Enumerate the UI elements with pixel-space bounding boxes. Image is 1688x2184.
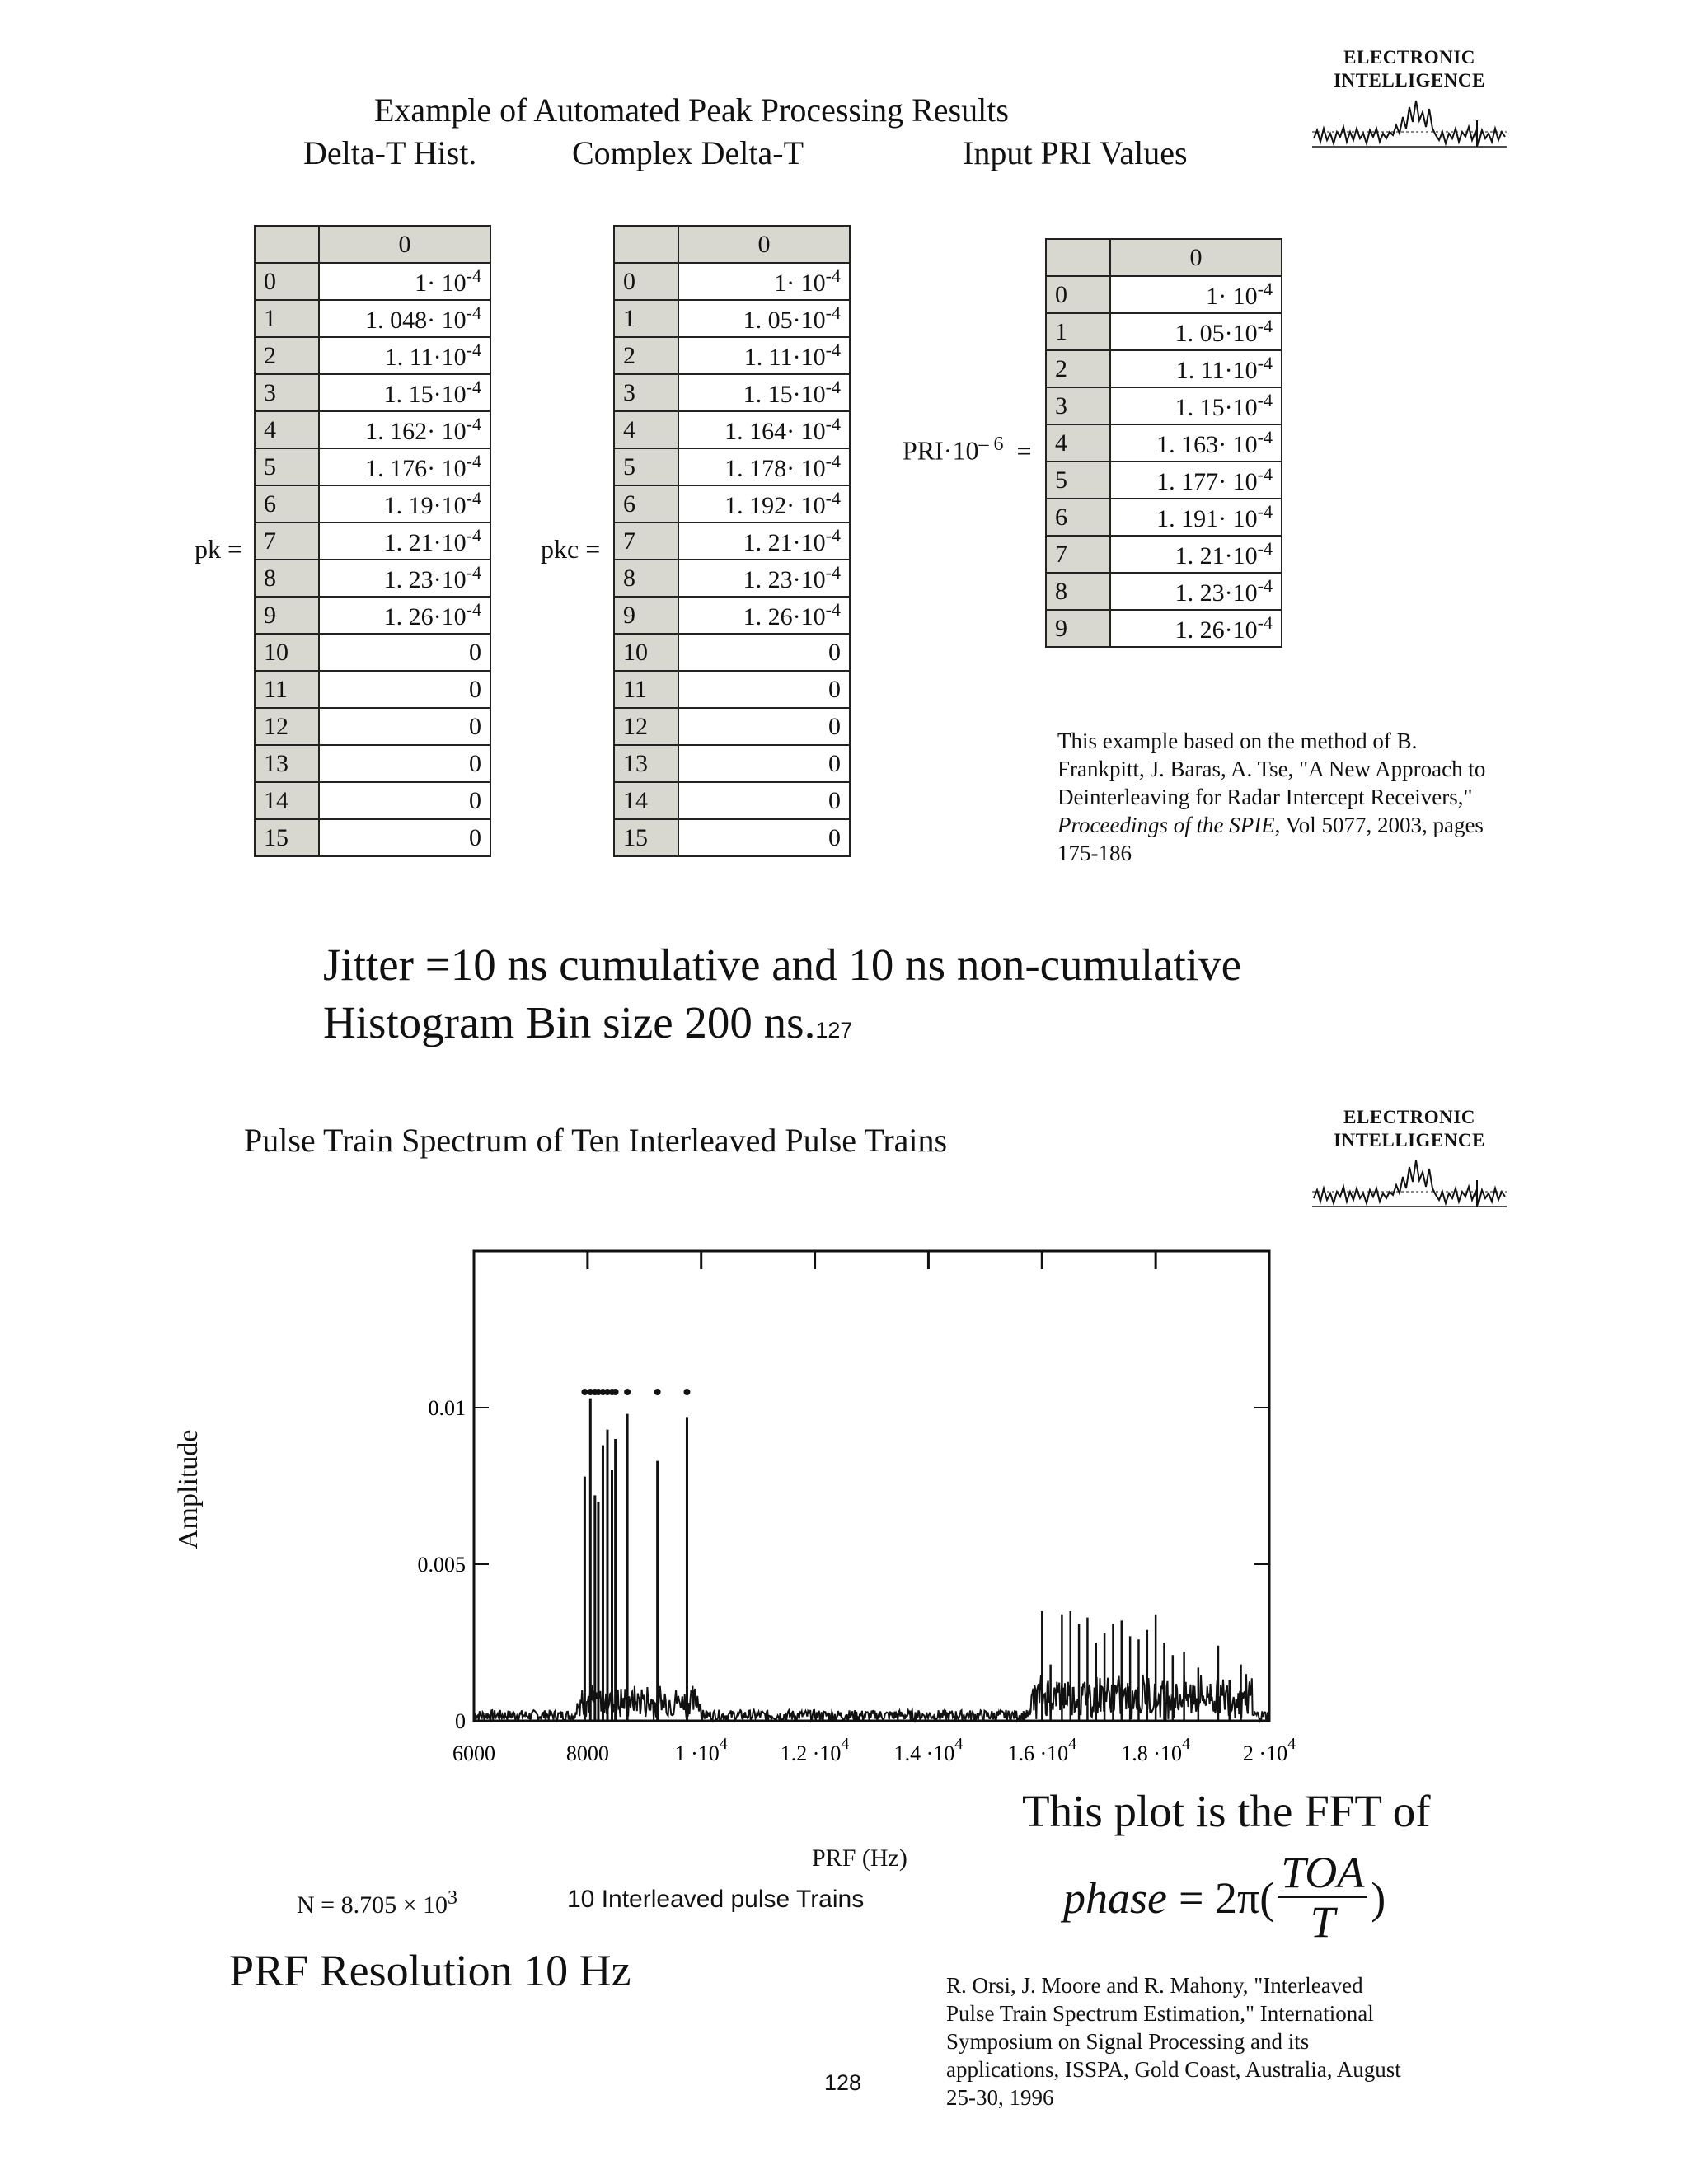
table-row [614,485,850,523]
pkc-row-value: 1. $15\cdot 10^{-4}$ [678,374,850,411]
table-row [255,485,490,523]
pkc-row-index: 14 [614,782,678,819]
pkc-row-value: 1. $26\cdot 10^{-4}$ [678,597,850,634]
pk-row-value: 1. $176\cdot 10^{-4}$ [319,448,490,485]
table-row [255,745,490,782]
y-tick-label: 0 [455,1709,466,1733]
pri-row-value: 1. $23\cdot 10^{-4}$ [1110,573,1282,610]
table-row [1046,462,1282,499]
table-row [255,819,490,856]
pkc-column-header: 0 [678,226,850,263]
reference-note-text-2: , Vol 5077, 2003, pages 175-186 [1057,813,1484,865]
reference-note-frankpitt [1057,727,1503,867]
logo2-line-1: ELECTRONIC [1343,1107,1475,1127]
table-row [255,337,490,374]
pkc-row-index: 2 [614,337,678,374]
pk-row-index: 15 [255,819,319,856]
col-head-input-pri-values: Input PRI Values [963,134,1188,171]
pri-row-value: 1. $26\cdot 10^{-4}$ [1110,610,1282,647]
pk-row-index: 3 [255,374,319,411]
pk-row-value: 0 [319,708,490,745]
pk-row-index: 14 [255,782,319,819]
pkc-row-index: 3 [614,374,678,411]
table-row [1046,313,1282,350]
pkc-corner-cell [614,226,678,263]
col-head-complex-delta-t: Complex Delta-T [572,134,804,171]
pk-row-value: 0 [319,819,490,856]
pkc-row-value: 1. $164\cdot 10^{-4}$ [678,411,850,448]
pkc-row-value: 0 [678,782,850,819]
table-row [614,671,850,708]
plot-frame [474,1251,1269,1721]
pkc-row-index: 9 [614,597,678,634]
pk-header-row [255,226,490,263]
pkc-table [613,225,851,857]
pk-row-value: 0 [319,671,490,708]
pk-row-value: 1. $048\cdot 10^{-4}$ [319,300,490,337]
pkc-row-index: 15 [614,819,678,856]
pkc-row-value: 1. $05\cdot 10^{-4}$ [678,300,850,337]
pk-table [254,225,491,857]
logo-signal-waveform [1311,96,1508,152]
pri-column-header: 0 [1110,239,1282,276]
pri-table [1045,238,1282,648]
x-axis-label: PRF (Hz) [812,1844,907,1872]
logo2-line-2: INTELLIGENCE [1334,1130,1485,1151]
logo-line-2: INTELLIGENCE [1334,70,1485,91]
fft-note: This plot is the FFT of [1022,1786,1431,1836]
pk-row-index: 8 [255,560,319,597]
x-tick-label: $1.2 \cdot 10^4$ [780,1735,850,1765]
pkc-header-row [614,226,850,263]
pri-row-index: 0 [1046,276,1110,313]
pkc-row-index: 12 [614,708,678,745]
pri-row-index: 5 [1046,462,1110,499]
peak-marker-dot [654,1389,661,1395]
pk-row-index: 0 [255,263,319,300]
pri-row-value: 1. $177\cdot 10^{-4}$ [1110,462,1282,499]
table-row [255,523,490,560]
pkc-row-value: $1\cdot 10^{-4}$ [678,263,850,300]
page-number-128: 128 [824,2070,862,2095]
pkc-row-value: 0 [678,708,850,745]
pkc-row-index: 1 [614,300,678,337]
table-row [1046,276,1282,313]
table-row [1046,424,1282,462]
pk-row-value: $1\cdot 10^{-4}$ [319,263,490,300]
formula-eq: = 2π( [1178,1872,1275,1923]
pk-row-index: 4 [255,411,319,448]
pk-corner-cell [255,226,319,263]
pkc-row-value: 0 [678,819,850,856]
pri-row-index: 2 [1046,350,1110,387]
table-row [255,634,490,671]
table-row [255,560,490,597]
table-row [255,374,490,411]
pri-row-value: 1. $163\cdot 10^{-4}$ [1110,424,1282,462]
pk-column-header: 0 [319,226,490,263]
formula-fraction [1278,1849,1367,1946]
pk-row-value: 0 [319,782,490,819]
pkc-row-value: 0 [678,634,850,671]
pkc-row-value: 0 [678,671,850,708]
reference-note-journal: Proceedings of the SPIE [1057,813,1275,837]
table-row [614,523,850,560]
table-row [255,300,490,337]
x-tick-label: $1 \cdot 10^4$ [674,1735,728,1765]
table-row [614,634,850,671]
pri-row-index: 1 [1046,313,1110,350]
pk-row-value: 1. $162\cdot 10^{-4}$ [319,411,490,448]
x-tick-label: 6000 [452,1741,495,1765]
pri-row-index: 8 [1046,573,1110,610]
pri-label-equals: = [1016,435,1032,466]
histogram-bin-text: Histogram Bin size 200 ns. [323,997,816,1047]
pk-row-value: 0 [319,634,490,671]
table-row [255,597,490,634]
table-row [255,708,490,745]
pkc-row-index: 11 [614,671,678,708]
pri-row-index: 6 [1046,499,1110,536]
pkc-row-index: 8 [614,560,678,597]
table-row [614,782,850,819]
pk-row-value: 1. $26\cdot 10^{-4}$ [319,597,490,634]
table-row [1046,499,1282,536]
pkc-row-index: 7 [614,523,678,560]
col-head-delta-t-hist: Delta-T Hist. [303,134,477,171]
x-tick-label: 8000 [565,1741,609,1765]
table-row [614,708,850,745]
pri-row-value: 1. $191\cdot 10^{-4}$ [1110,499,1282,536]
pk-row-index: 7 [255,523,319,560]
n-label [297,1887,457,1919]
table-row [255,411,490,448]
prf-resolution: PRF Resolution 10 Hz [229,1946,631,1995]
pk-row-index: 10 [255,634,319,671]
pkc-row-value: 1. $192\cdot 10^{-4}$ [678,485,850,523]
table-row [255,448,490,485]
pri-row-value: 1. $15\cdot 10^{-4}$ [1110,387,1282,424]
pulse-train-spectrum-chart [387,1236,1335,1780]
pk-row-value: 1. $21\cdot 10^{-4}$ [319,523,490,560]
pk-row-value: 0 [319,745,490,782]
x-tick-label: $1.6 \cdot 10^4$ [1007,1735,1077,1765]
elint-logo-2 [1311,1106,1508,1212]
y-tick-label: 0.005 [417,1553,466,1577]
n-label-text: N = 8.705 × 10 [297,1891,448,1919]
reference-note-text-1: This example based on the method of B. Frankpitt, J. Baras, A. Tse, "A New Approach to Deinterleaving for Radar Intercept Receivers," [1057,729,1486,809]
pk-row-value: 1. $19\cdot 10^{-4}$ [319,485,490,523]
pkc-row-index: 4 [614,411,678,448]
pri-row-value: 1. $05\cdot 10^{-4}$ [1110,313,1282,350]
legend-text: 10 Interleaved pulse Trains [567,1886,865,1913]
spectrum-noise-floor [474,1674,1269,1721]
pri-row-index: 3 [1046,387,1110,424]
table-row [1046,536,1282,573]
pri-row-value: 1. $11\cdot 10^{-4}$ [1110,350,1282,387]
phase-formula [1063,1849,1386,1946]
logo2-signal-waveform [1311,1155,1508,1212]
elint-logo [1311,46,1508,152]
page-number-127: 127 [815,1018,853,1043]
pk-row-value: 1. $11\cdot 10^{-4}$ [319,337,490,374]
table-row [614,411,850,448]
table-row [614,745,850,782]
y-tick-label: 0.01 [428,1396,466,1420]
x-tick-label: $2 \cdot 10^4$ [1242,1735,1296,1765]
table-row [614,597,850,634]
pkc-row-index: 10 [614,634,678,671]
pri-row-value: 1. $21\cdot 10^{-4}$ [1110,536,1282,573]
x-tick-label: $1.4 \cdot 10^4$ [893,1735,964,1765]
table-row [614,337,850,374]
slide1-title: Example of Automated Peak Processing Results [374,91,1009,129]
logo-line-1: ELECTRONIC [1343,47,1475,68]
formula-close: ) [1371,1872,1386,1923]
table-row [1046,350,1282,387]
pri-row-index: 7 [1046,536,1110,573]
n-label-exponent: 3 [448,1887,458,1909]
pk-row-value: 1. $15\cdot 10^{-4}$ [319,374,490,411]
peak-marker-dot [624,1389,631,1395]
pk-row-index: 2 [255,337,319,374]
pk-row-index: 11 [255,671,319,708]
table-row [1046,387,1282,424]
table-row [614,819,850,856]
pkc-row-index: 6 [614,485,678,523]
table-row [614,300,850,337]
pkc-row-value: 0 [678,745,850,782]
pri-row-index: 4 [1046,424,1110,462]
pri-header-row [1046,239,1282,276]
pri-corner-cell [1046,239,1110,276]
table-row [255,671,490,708]
pk-row-value: 1. $23\cdot 10^{-4}$ [319,560,490,597]
pri-label-exponent: – 6 [978,434,1004,455]
pkc-row-index: 5 [614,448,678,485]
pkc-row-value: 1. $178\cdot 10^{-4}$ [678,448,850,485]
table-row [1046,610,1282,647]
pkc-row-value: 1. $23\cdot 10^{-4}$ [678,560,850,597]
peak-marker-dot [581,1389,588,1395]
pkc-row-value: 1. $11\cdot 10^{-4}$ [678,337,850,374]
peak-marker-dot [612,1389,619,1395]
pkc-row-index: 0 [614,263,678,300]
pkc-row-index: 13 [614,745,678,782]
pk-row-index: 9 [255,597,319,634]
table-row [614,448,850,485]
peak-marker-dot [683,1389,690,1395]
pkc-label: pkc = [541,534,601,564]
table-row [614,263,850,300]
pk-row-index: 6 [255,485,319,523]
pkc-row-value: 1. $21\cdot 10^{-4}$ [678,523,850,560]
slide2-title: Pulse Train Spectrum of Ten Interleaved Pulse Trains [244,1122,948,1159]
formula-numerator: TOA [1278,1849,1367,1898]
x-tick-label: $1.8 \cdot 10^4$ [1121,1735,1190,1765]
table-row [255,263,490,300]
formula-denominator: T [1310,1897,1335,1947]
pk-row-index: 1 [255,300,319,337]
pri-row-index: 9 [1046,610,1110,647]
y-axis-label: Amplitude [173,1429,204,1549]
pk-row-index: 5 [255,448,319,485]
reference-orsi: R. Orsi, J. Moore and R. Mahony, "Interleaved Pulse Train Spectrum Estimation," International Symposium on Signal Processing and its applications, ISSPA, Gold Coast, Australia, August 25-30, 1996 [946,1973,1401,2110]
pri-label-main: PRI·10 [903,435,979,466]
pk-row-index: 12 [255,708,319,745]
pk-row-index: 13 [255,745,319,782]
table-row [614,374,850,411]
pri-label [903,434,1032,466]
table-row [1046,573,1282,610]
histogram-bin-line [323,994,852,1059]
formula-lhs: phase [1063,1872,1167,1923]
table-row [255,782,490,819]
pri-row-value: $1\cdot 10^{-4}$ [1110,276,1282,313]
table-row [614,560,850,597]
jitter-line: Jitter =10 ns cumulative and 10 ns non-cumulative [323,940,1241,990]
pk-label: pk = [195,534,243,564]
